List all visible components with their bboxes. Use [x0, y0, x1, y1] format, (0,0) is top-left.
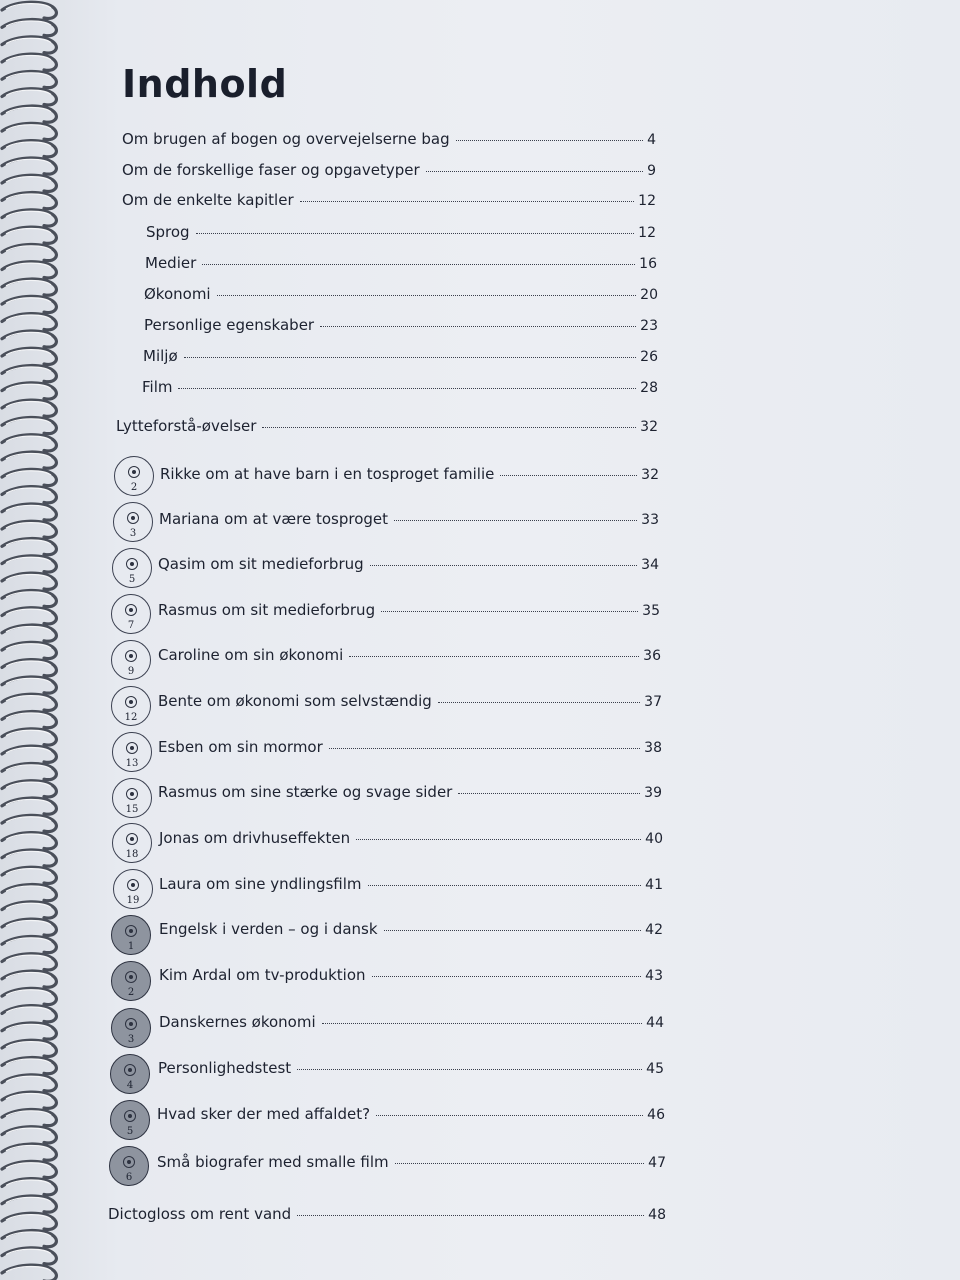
dot-leader — [349, 656, 639, 657]
toc-entry-page: 37 — [644, 694, 662, 710]
track-number: 12 — [124, 712, 138, 723]
cd-track-badge — [112, 732, 152, 772]
toc-entry-page: 26 — [640, 349, 658, 365]
toc-entry-page: 32 — [641, 467, 659, 483]
track-number: 4 — [126, 1080, 134, 1091]
toc-entry-page: 20 — [640, 287, 658, 303]
toc-track-entry — [158, 554, 659, 575]
dvd-track-badge — [111, 915, 151, 955]
spiral-coil — [2, 729, 56, 745]
spiral-coil — [2, 1109, 56, 1125]
cd-icon — [125, 604, 137, 616]
track-number: 15 — [125, 804, 139, 815]
spiral-coil — [2, 902, 56, 918]
spiral-coil — [2, 175, 56, 191]
toc-entry-label: Qasim om sit medieforbrug — [158, 555, 364, 573]
toc-entry-page: 40 — [645, 831, 663, 847]
toc-entry-label: Dictogloss om rent vand — [108, 1205, 292, 1223]
spiral-coil — [2, 71, 56, 87]
spiral-coil — [2, 504, 56, 520]
toc-track-entry — [159, 509, 659, 530]
page-title: Indhold — [122, 62, 288, 106]
dot-leader — [372, 976, 642, 977]
dot-leader — [370, 565, 638, 566]
toc-subentry — [144, 315, 658, 336]
cd-track-badge — [114, 456, 154, 496]
toc-track-entry — [158, 1058, 664, 1079]
track-number: 5 — [126, 1126, 134, 1137]
toc-entry-page: 16 — [639, 256, 657, 272]
spiral-coil — [2, 141, 56, 157]
toc-entry-label: Rasmus om sit medieforbrug — [158, 601, 376, 619]
cd-icon — [127, 879, 139, 891]
track-number: 7 — [127, 620, 135, 631]
dot-leader — [217, 295, 637, 296]
dot-leader — [184, 357, 637, 358]
dvd-track-badge — [111, 961, 151, 1001]
toc-track-entry — [157, 1152, 666, 1173]
spiral-coil — [2, 37, 56, 53]
toc-entry — [122, 129, 656, 150]
spiral-coil — [2, 348, 56, 364]
toc-entry-page: 35 — [642, 603, 660, 619]
dvd-icon — [125, 971, 137, 983]
cd-icon — [125, 650, 137, 662]
spiral-coil — [2, 1040, 56, 1056]
spiral-coil — [2, 279, 56, 295]
spiral-coil — [2, 971, 56, 987]
spiral-coil — [2, 123, 56, 139]
toc-subentry — [146, 222, 656, 243]
spiral-coil — [2, 573, 56, 589]
spiral-coil — [2, 1161, 56, 1177]
track-number: 18 — [125, 849, 139, 860]
toc-entry-page: 4 — [647, 132, 656, 148]
spiral-coil — [2, 885, 56, 901]
toc-track-entry — [158, 600, 660, 621]
toc-track-entry — [160, 464, 659, 485]
spiral-coil — [2, 331, 56, 347]
spiral-coil — [2, 694, 56, 710]
spiral-coil — [2, 262, 56, 278]
track-number: 13 — [125, 758, 139, 769]
spiral-coil — [2, 988, 56, 1004]
dvd-track-badge — [110, 1100, 150, 1140]
toc-entry-label: Om de enkelte kapitler — [122, 191, 294, 209]
spiral-coil — [2, 936, 56, 952]
toc-entry-page: 34 — [641, 557, 659, 573]
toc-entry-page: 36 — [643, 648, 661, 664]
spiral-coil — [2, 210, 56, 226]
cd-icon — [127, 512, 139, 524]
toc-entry-label: Jonas om drivhuseffekten — [159, 829, 351, 847]
cd-track-badge — [111, 594, 151, 634]
toc-entry — [116, 416, 658, 437]
toc-entry-page: 43 — [645, 968, 663, 984]
spiral-coil — [2, 417, 56, 433]
dot-leader — [329, 748, 640, 749]
toc-entry-page: 23 — [640, 318, 658, 334]
cd-icon — [125, 696, 137, 708]
spiral-coil — [2, 1265, 56, 1280]
spiral-coil — [2, 296, 56, 312]
spiral-coil — [2, 712, 56, 728]
toc-track-entry — [158, 691, 662, 712]
spiral-coil — [2, 89, 56, 105]
spiral-coil — [2, 469, 56, 485]
toc-entry-page: 46 — [647, 1107, 665, 1123]
toc-track-entry — [159, 828, 663, 849]
spiral-coil — [2, 556, 56, 572]
spiral-coil — [2, 798, 56, 814]
dot-leader — [381, 611, 638, 612]
cd-track-badge — [112, 778, 152, 818]
spiral-coil — [2, 521, 56, 537]
spiral-coil — [2, 20, 56, 36]
spiral-coil — [2, 815, 56, 831]
dot-leader — [297, 1069, 642, 1070]
dot-leader — [202, 264, 635, 265]
spiral-coil — [2, 1248, 56, 1264]
dot-leader — [438, 702, 640, 703]
toc-track-entry — [158, 737, 662, 758]
spiral-coil — [2, 1023, 56, 1039]
track-number: 5 — [128, 574, 136, 585]
spiral-coil — [2, 227, 56, 243]
toc-entry — [108, 1204, 666, 1225]
toc-subentry — [144, 284, 658, 305]
dot-leader — [395, 1163, 645, 1164]
spiral-coil — [2, 1058, 56, 1074]
toc-track-entry — [159, 874, 663, 895]
spiral-coil — [2, 158, 56, 174]
cd-icon — [126, 833, 138, 845]
spiral-coil — [2, 383, 56, 399]
toc-entry-label: Sprog — [146, 223, 190, 241]
toc-entry — [122, 190, 656, 211]
spiral-coil — [2, 487, 56, 503]
toc-entry-page: 39 — [644, 785, 662, 801]
spiral-coil — [2, 2, 56, 18]
cd-icon — [128, 466, 140, 478]
toc-entry-label: Danskernes økonomi — [159, 1013, 316, 1031]
toc-entry-page: 48 — [648, 1207, 666, 1223]
toc-entry-label: Rikke om at have barn i en tosproget familie — [160, 465, 495, 483]
toc-entry-label: Engelsk i verden – og i dansk — [159, 920, 378, 938]
spiral-coil — [2, 590, 56, 606]
spiral-coil — [2, 954, 56, 970]
track-number: 19 — [126, 895, 140, 906]
spiral-coil — [2, 625, 56, 641]
toc-entry-label: Hvad sker der med affaldet? — [157, 1105, 371, 1123]
toc-entry-page: 44 — [646, 1015, 664, 1031]
toc-entry-page: 41 — [645, 877, 663, 893]
cd-icon — [126, 742, 138, 754]
dot-leader — [456, 140, 643, 141]
toc-entry — [122, 160, 656, 181]
dvd-icon — [124, 1110, 136, 1122]
spiral-coil — [2, 452, 56, 468]
toc-entry-page: 42 — [645, 922, 663, 938]
toc-entry-label: Miljø — [143, 347, 178, 365]
toc-entry-label: Laura om sine yndlingsfilm — [159, 875, 362, 893]
toc-entry-label: Lytteforstå-øvelser — [116, 417, 257, 435]
spiral-coil — [2, 1231, 56, 1247]
spiral-coil — [2, 1179, 56, 1195]
toc-track-entry — [159, 919, 663, 940]
toc-entry-page: 38 — [644, 740, 662, 756]
toc-entry-page: 12 — [638, 193, 656, 209]
toc-entry-label: Om de forskellige faser og opgavetyper — [122, 161, 420, 179]
toc-entry-label: Medier — [145, 254, 197, 272]
spiral-coil — [2, 435, 56, 451]
cd-icon — [126, 558, 138, 570]
toc-entry-page: 12 — [638, 225, 656, 241]
toc-entry-page: 32 — [640, 419, 658, 435]
toc-entry-page: 45 — [646, 1061, 664, 1077]
spiral-coil — [2, 314, 56, 330]
toc-entry-label: Caroline om sin økonomi — [158, 646, 344, 664]
toc-entry-label: Personlighedstest — [158, 1059, 292, 1077]
dvd-icon — [125, 1018, 137, 1030]
dot-leader — [500, 475, 637, 476]
spiral-coil — [2, 781, 56, 797]
dvd-icon — [124, 1064, 136, 1076]
toc-entry-label: Film — [142, 378, 173, 396]
dot-leader — [322, 1023, 643, 1024]
track-number: 2 — [130, 482, 138, 493]
dot-leader — [262, 427, 636, 428]
spiral-coil — [2, 1075, 56, 1091]
cd-track-badge — [112, 823, 152, 863]
toc-entry-label: Personlige egenskaber — [144, 316, 315, 334]
spiral-binding — [0, 0, 70, 1280]
toc-entry-page: 47 — [648, 1155, 666, 1171]
spiral-coil — [2, 54, 56, 70]
dot-leader — [320, 326, 636, 327]
toc-subentry — [143, 346, 658, 367]
spiral-coil — [2, 746, 56, 762]
toc-track-entry — [158, 782, 662, 803]
toc-track-entry — [158, 645, 661, 666]
toc-entry-page: 9 — [647, 163, 656, 179]
spiral-coil — [2, 366, 56, 382]
dot-leader — [368, 885, 642, 886]
spiral-coil — [2, 1006, 56, 1022]
spiral-coil — [2, 919, 56, 935]
dot-leader — [297, 1215, 644, 1216]
spiral-coil — [2, 642, 56, 658]
spiral-coil — [2, 608, 56, 624]
toc-subentry — [145, 253, 657, 274]
dot-leader — [196, 233, 635, 234]
track-number: 2 — [127, 987, 135, 998]
spiral-coil — [2, 193, 56, 209]
spiral-coil — [2, 867, 56, 883]
spiral-coil — [2, 850, 56, 866]
toc-entry-label: Bente om økonomi som selvstændig — [158, 692, 432, 710]
toc-entry-label: Kim Ardal om tv-produktion — [159, 966, 366, 984]
spiral-coil — [2, 1092, 56, 1108]
track-number: 9 — [127, 666, 135, 677]
spiral-coil — [2, 106, 56, 122]
toc-entry-page: 33 — [641, 512, 659, 528]
cd-track-badge — [111, 640, 151, 680]
dot-leader — [384, 930, 642, 931]
dot-leader — [300, 201, 635, 202]
dvd-icon — [125, 925, 137, 937]
cd-track-badge — [113, 502, 153, 542]
spiral-coil — [2, 244, 56, 260]
track-number: 6 — [125, 1172, 133, 1183]
spiral-coil — [2, 400, 56, 416]
toc-track-entry — [159, 1012, 664, 1033]
spiral-coil — [2, 1127, 56, 1143]
dot-leader — [178, 388, 636, 389]
toc-entry-label: Mariana om at være tosproget — [159, 510, 389, 528]
toc-track-entry — [159, 965, 663, 986]
cd-track-badge — [113, 869, 153, 909]
dot-leader — [458, 793, 640, 794]
track-number: 3 — [127, 1034, 135, 1045]
toc-entry-page: 28 — [640, 380, 658, 396]
dvd-icon — [123, 1156, 135, 1168]
toc-entry-label: Små biografer med smalle film — [157, 1153, 389, 1171]
toc-entry-label: Om brugen af bogen og overvejelserne bag — [122, 130, 450, 148]
spiral-coil — [2, 1196, 56, 1212]
spiral-coil — [2, 660, 56, 676]
spiral-coil — [2, 833, 56, 849]
track-number: 1 — [127, 941, 135, 952]
dvd-track-badge — [111, 1008, 151, 1048]
dot-leader — [356, 839, 641, 840]
dvd-track-badge — [109, 1146, 149, 1186]
toc-entry-label: Økonomi — [144, 285, 211, 303]
cd-track-badge — [112, 548, 152, 588]
toc-subentry — [142, 377, 658, 398]
spiral-coil — [2, 677, 56, 693]
toc-track-entry — [157, 1104, 665, 1125]
dot-leader — [394, 520, 637, 521]
cd-track-badge — [111, 686, 151, 726]
spiral-coil — [2, 539, 56, 555]
dot-leader — [426, 171, 643, 172]
spiral-coil — [2, 1144, 56, 1160]
toc-entry-label: Rasmus om sine stærke og svage sider — [158, 783, 453, 801]
track-number: 3 — [129, 528, 137, 539]
toc-entry-label: Esben om sin mormor — [158, 738, 323, 756]
dot-leader — [376, 1115, 643, 1116]
dvd-track-badge — [110, 1054, 150, 1094]
spiral-coil — [2, 763, 56, 779]
cd-icon — [126, 788, 138, 800]
spiral-coil — [2, 1213, 56, 1229]
